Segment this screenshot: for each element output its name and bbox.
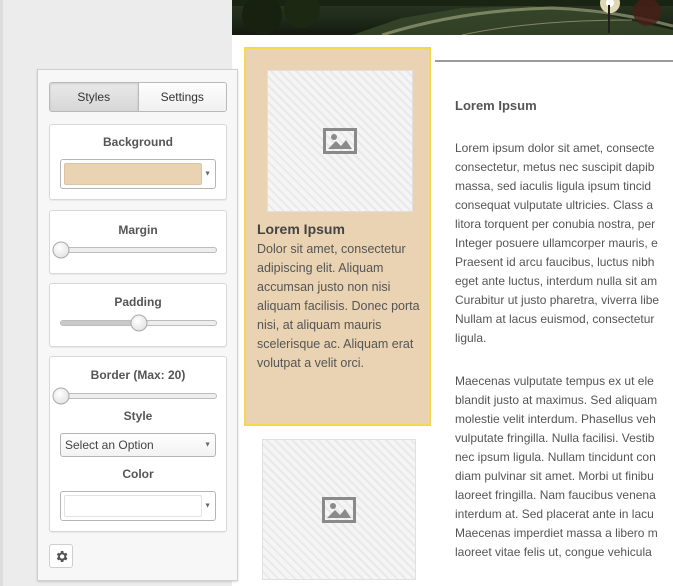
article-line: consectetur, metus nec suscipit dapib	[455, 160, 655, 174]
article-line: Lorem ipsum dolor sit amet, consecte	[455, 141, 655, 155]
article-line: laoreet fringilla. Nam faucibus venena	[455, 488, 656, 502]
article-line: litora torquent per conubia nostra, per	[455, 217, 656, 231]
article-line: diam pulvinar sit amet. Morbi ut finibu	[455, 469, 654, 483]
article-line: Nullam at lacus euismod, consectetur	[455, 312, 655, 326]
article-line: nec ipsum ligula. Nullam tincidunt con	[455, 450, 656, 464]
article-line: vulputate fringilla. Nulla facilisi. Vestib	[455, 431, 655, 445]
article-line: massa, sed iaculis ligula ipsum tincid	[455, 179, 652, 193]
sidebar-edge	[0, 0, 3, 586]
gear-icon	[54, 549, 69, 564]
article-line: Maecenas imperdiet massa a libero m	[455, 526, 658, 540]
style-panel	[37, 69, 238, 581]
border-color-label: Color	[122, 467, 154, 481]
chevron-down-icon: ▼	[204, 502, 211, 510]
margin-slider[interactable]	[60, 247, 217, 253]
padding-slider[interactable]	[60, 320, 217, 326]
border-slider[interactable]	[60, 393, 217, 399]
card-title: Lorem Ipsum	[257, 221, 345, 237]
margin-label: Margin	[118, 223, 158, 237]
padding-label: Padding	[114, 295, 162, 309]
margin-slider-handle[interactable]	[53, 242, 70, 259]
background-section	[49, 124, 227, 200]
border-color-swatch	[64, 495, 202, 517]
padding-section	[49, 283, 227, 347]
tab-styles[interactable]: Styles	[50, 83, 139, 111]
border-label: Border (Max: 20)	[90, 368, 186, 382]
card-body: Dolor sit amet, consectetur adipiscing elit. Aliquam accumsan justo non nisi aliquam facilisis. Donec porta nisi, at aliquam mauris scelerisque ac. Aliquam erat volutpat a velit orci.	[257, 242, 420, 370]
article-line: interdum at. Sed placerat ante in lacu	[455, 507, 654, 521]
chevron-down-icon: ▼	[204, 441, 211, 449]
margin-section	[49, 210, 227, 274]
background-label: Background	[102, 135, 173, 149]
article-line: Praesent id arcu faucibus, luctus nibh	[455, 255, 655, 269]
article-line: blandit justo at maximus. Sed aliquam	[455, 393, 658, 407]
panel-tabs	[49, 82, 227, 112]
hero-image	[232, 0, 673, 35]
image-icon	[323, 128, 357, 154]
border-section	[49, 356, 227, 532]
border-style-select[interactable]	[60, 433, 216, 457]
background-color-picker[interactable]	[60, 159, 216, 189]
selected-content-card[interactable]	[244, 47, 431, 426]
border-style-label: Style	[123, 409, 153, 423]
tab-settings[interactable]: Settings	[139, 83, 227, 111]
article-line: molestie velit interdum. Phasellus veh	[455, 412, 656, 426]
article-line: Curabitur ut justo pharetra, viverra libe	[455, 293, 660, 307]
divider	[435, 60, 673, 62]
article-line: consequat vulputate ultricies. Class a	[455, 198, 654, 212]
image-placeholder	[262, 439, 416, 580]
image-icon	[322, 497, 356, 523]
article-title: Lorem Ipsum	[455, 98, 537, 113]
article-paragraph-1	[455, 139, 673, 348]
chevron-down-icon: ▼	[204, 170, 211, 178]
padding-slider-handle[interactable]	[130, 315, 147, 332]
background-color-swatch	[64, 163, 202, 185]
settings-button[interactable]	[49, 544, 73, 568]
article-paragraph-2	[455, 372, 673, 562]
border-color-picker[interactable]	[60, 491, 216, 521]
padding-slider-fill	[61, 321, 139, 325]
article-line: eget ante luctus, interdum nulla sit am	[455, 274, 658, 288]
article-line: Maecenas vulputate tempus ex ut ele	[455, 374, 654, 388]
image-placeholder	[267, 70, 413, 212]
article-line: Integer posuere ullamcorper mauris, e	[455, 236, 658, 250]
border-slider-handle[interactable]	[53, 388, 70, 405]
border-style-value: Select an Option	[65, 438, 154, 452]
article-line: laoreet vitae felis ut, congue vehicula	[455, 545, 652, 559]
article-line: ligula.	[455, 331, 487, 345]
